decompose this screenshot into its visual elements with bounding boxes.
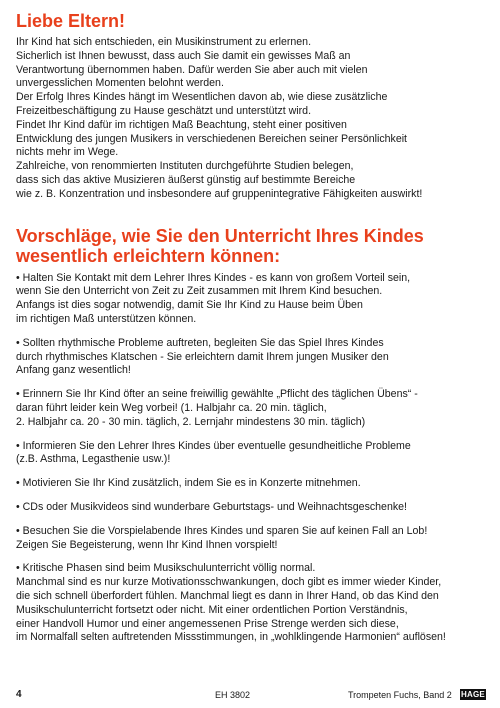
intro-line: unvergesslichen Momenten belohnt werden. [16, 77, 224, 90]
suggestion-item [16, 440, 486, 468]
suggestion-line: Anfangs ist dies sogar notwendig, damit Sie Ihr Kind zu Hause beim Üben [16, 299, 363, 312]
suggestions-heading [16, 226, 486, 266]
intro-line: Zahlreiche, von renommierten Instituten durchgeführte Studien belegen, [16, 160, 354, 173]
suggestion-line: Anfang ganz wesentlich! [16, 364, 131, 377]
suggestion-item [16, 272, 486, 327]
book-title: Trompeten Fuchs, Band 2 [348, 690, 452, 700]
intro-line: Entwicklung des jungen Musikers in verschiedenen Bereichen seiner Persönlichkeit [16, 132, 408, 145]
publisher-logo: HAGE [461, 690, 485, 699]
suggestions-heading-line1: Vorschläge, wie Sie den Unterricht Ihres Kindes [16, 225, 424, 246]
edition-code: EH 3802 [215, 690, 251, 700]
intro-line: Verantwortung übernommen haben. Dafür werden Sie aber auch mit vielen [16, 63, 368, 76]
suggestion-line: 2. Halbjahr ca. 20 - 30 min. täglich, 2. Lernjahr mindestens 30 min. täglich) [16, 415, 366, 428]
page-footer [16, 688, 484, 702]
intro-line: dass sich das aktive Musizieren äußerst günstig auf bestimmte Bereiche [16, 173, 356, 186]
suggestion-line: durch rhythmisches Klatschen - Sie erleichtern damit Ihrem jungen Musiker den [16, 350, 389, 363]
suggestion-line: (z.B. Asthma, Legasthenie usw.)! [16, 453, 171, 466]
suggestion-line: die sich schnell überfordert fühlen. Manchmal liegt es dann in Ihrer Hand, ob das Kind den [16, 589, 439, 602]
suggestion-line: Zeigen Sie Begeisterung, wenn Ihr Kind Ihnen vorspielt! [16, 538, 278, 551]
suggestion-line: • Besuchen Sie die Vorspielabende Ihres Kindes und sparen Sie auf keinen Fall an Lob! [16, 524, 428, 537]
suggestion-line: • Kritische Phasen sind beim Musikschulunterricht völlig normal. [16, 562, 316, 575]
document-page [16, 10, 486, 655]
page-number: 4 [16, 689, 22, 700]
suggestion-list [16, 272, 486, 646]
suggestions-heading-line2: wesentlich erleichtern können: [16, 245, 281, 266]
suggestion-line: • Erinnern Sie Ihr Kind öfter an seine freiwillig gewählte „Pflicht des täglichen Übens“ - [16, 388, 418, 401]
suggestion-item [16, 477, 486, 491]
suggestion-item [16, 562, 486, 645]
suggestion-item [16, 501, 486, 515]
suggestion-item [16, 525, 486, 553]
page-heading: Liebe Eltern! [16, 11, 126, 31]
intro-line: nichts mehr im Wege. [16, 146, 119, 159]
suggestion-line: • CDs oder Musikvideos sind wunderbare Geburtstags- und Weihnachtsgeschenke! [16, 500, 407, 513]
intro-line: Ihr Kind hat sich entschieden, ein Musikinstrument zu erlernen. [16, 36, 312, 48]
intro-line: Der Erfolg Ihres Kindes hängt im Wesentlichen davon ab, wie diese zusätzliche [16, 91, 388, 104]
suggestion-line: im richtigen Maß unterstützen können. [16, 312, 197, 325]
intro-line: wie z. B. Konzentration und insbesondere auf gruppenintegrative Fähigkeiten auswirkt! [16, 187, 423, 200]
intro-line: Findet Ihr Kind dafür im richtigen Maß Beachtung, steht einer positiven [16, 118, 347, 131]
suggestion-line: • Motivieren Sie Ihr Kind zusätzlich, indem Sie es in Konzerte mitnehmen. [16, 477, 361, 490]
suggestion-line: • Informieren Sie den Lehrer Ihres Kindes über eventuelle gesundheitliche Probleme [16, 439, 411, 452]
suggestion-line: im Normalfall selten auftretenden Missstimmungen, in „wohlklingende Harmonien“ auflösen! [16, 631, 446, 644]
suggestion-line: Manchmal sind es nur kurze Motivationsschwankungen, doch gibt es immer wieder Kinder, [16, 576, 442, 589]
suggestion-line: daran führt leider kein Weg vorbei! (1. Halbjahr ca. 20 min. täglich, [16, 401, 327, 414]
suggestion-line: • Sollten rhythmische Probleme auftreten, begleiten Sie das Spiel Ihres Kindes [16, 336, 384, 349]
intro-text [16, 36, 486, 202]
suggestion-line: • Halten Sie Kontakt mit dem Lehrer Ihres Kindes - es kann von großem Vorteil sein, [16, 271, 411, 284]
intro-line: Sicherlich ist Ihnen bewusst, dass auch Sie damit ein gewisses Maß an [16, 49, 351, 62]
suggestion-line: Musikschulunterricht fortsetzt oder nicht. Mit einer ordentlichen Portion Verständnis, [16, 603, 408, 616]
suggestion-item [16, 388, 486, 429]
suggestion-item [16, 337, 486, 378]
intro-line: Freizeitbeschäftigung zu Hause geschätzt und unterstützt wird. [16, 104, 312, 117]
suggestion-line: einer Handvoll Humor und einer angemessenen Prise Strenge werden sich diese, [16, 617, 399, 630]
suggestion-line: wenn Sie den Unterricht von Zeit zu Zeit zusammen mit Ihrem Kind besuchen. [16, 285, 383, 298]
